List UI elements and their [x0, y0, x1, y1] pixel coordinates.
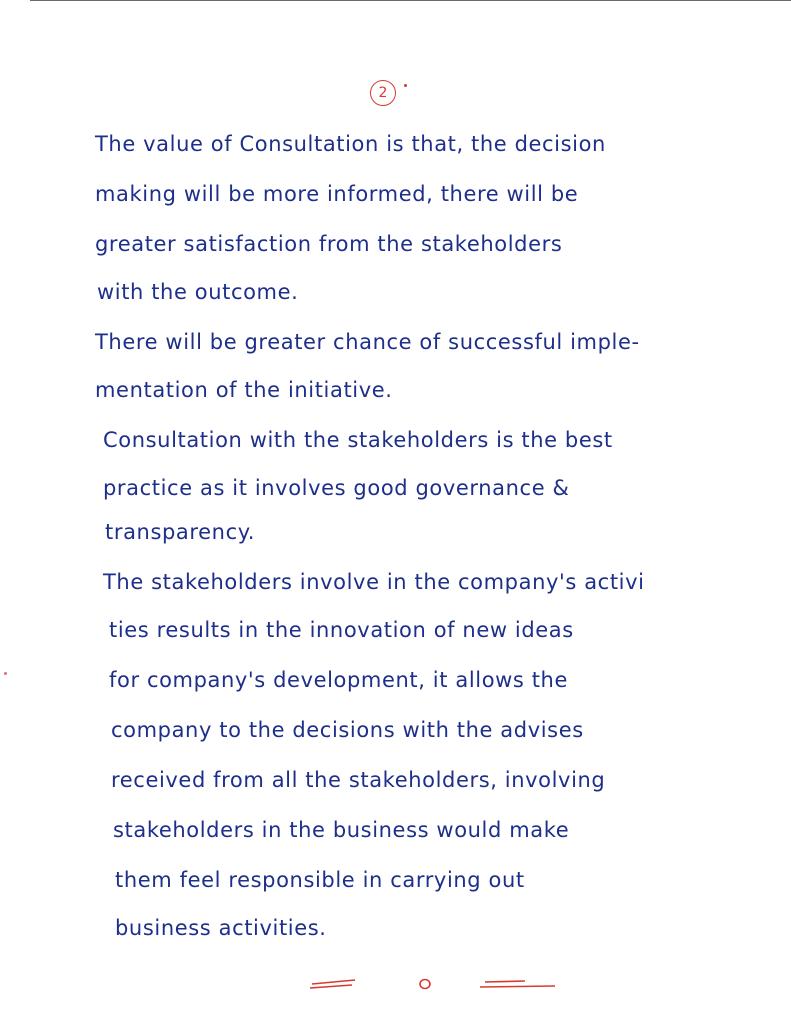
end-marks-graphic — [300, 970, 560, 1000]
text-line: Consultation with the stakeholders is the best — [103, 428, 613, 452]
text-line: received from all the stakeholders, involving — [111, 768, 606, 792]
text-line: with the outcome. — [97, 280, 299, 304]
text-line: greater satisfaction from the stakeholders — [95, 232, 563, 256]
text-line: transparency. — [105, 520, 256, 544]
text-line: them feel responsible in carrying out — [115, 868, 525, 892]
end-of-text-marks — [300, 970, 560, 1000]
text-line: making will be more informed, there will be — [95, 182, 579, 206]
page-top-edge — [30, 0, 791, 1]
text-line: stakeholders in the business would make — [113, 818, 570, 842]
text-line: The value of Consultation is that, the decision — [95, 132, 606, 156]
page-number: 2 — [370, 80, 396, 106]
margin-mark — [4, 672, 7, 675]
page-number-dot — [404, 84, 407, 87]
end-dash-left-bottom — [310, 985, 352, 988]
text-line: company to the decisions with the advises — [111, 718, 584, 742]
text-line: practice as it involves good governance & — [103, 476, 570, 500]
end-dash-right-bottom — [480, 986, 555, 987]
text-line: There will be greater chance of successful imple- — [95, 330, 640, 354]
end-circle — [420, 980, 430, 989]
text-line: The stakeholders involve in the company's activi — [103, 570, 645, 594]
text-line: mentation of the initiative. — [95, 378, 393, 402]
text-line: for company's development, it allows the — [109, 668, 568, 692]
text-line: ties results in the innovation of new ideas — [109, 618, 574, 642]
text-line: business activities. — [115, 916, 327, 940]
end-dash-right-top — [485, 981, 525, 982]
end-dash-left-top — [312, 980, 355, 984]
